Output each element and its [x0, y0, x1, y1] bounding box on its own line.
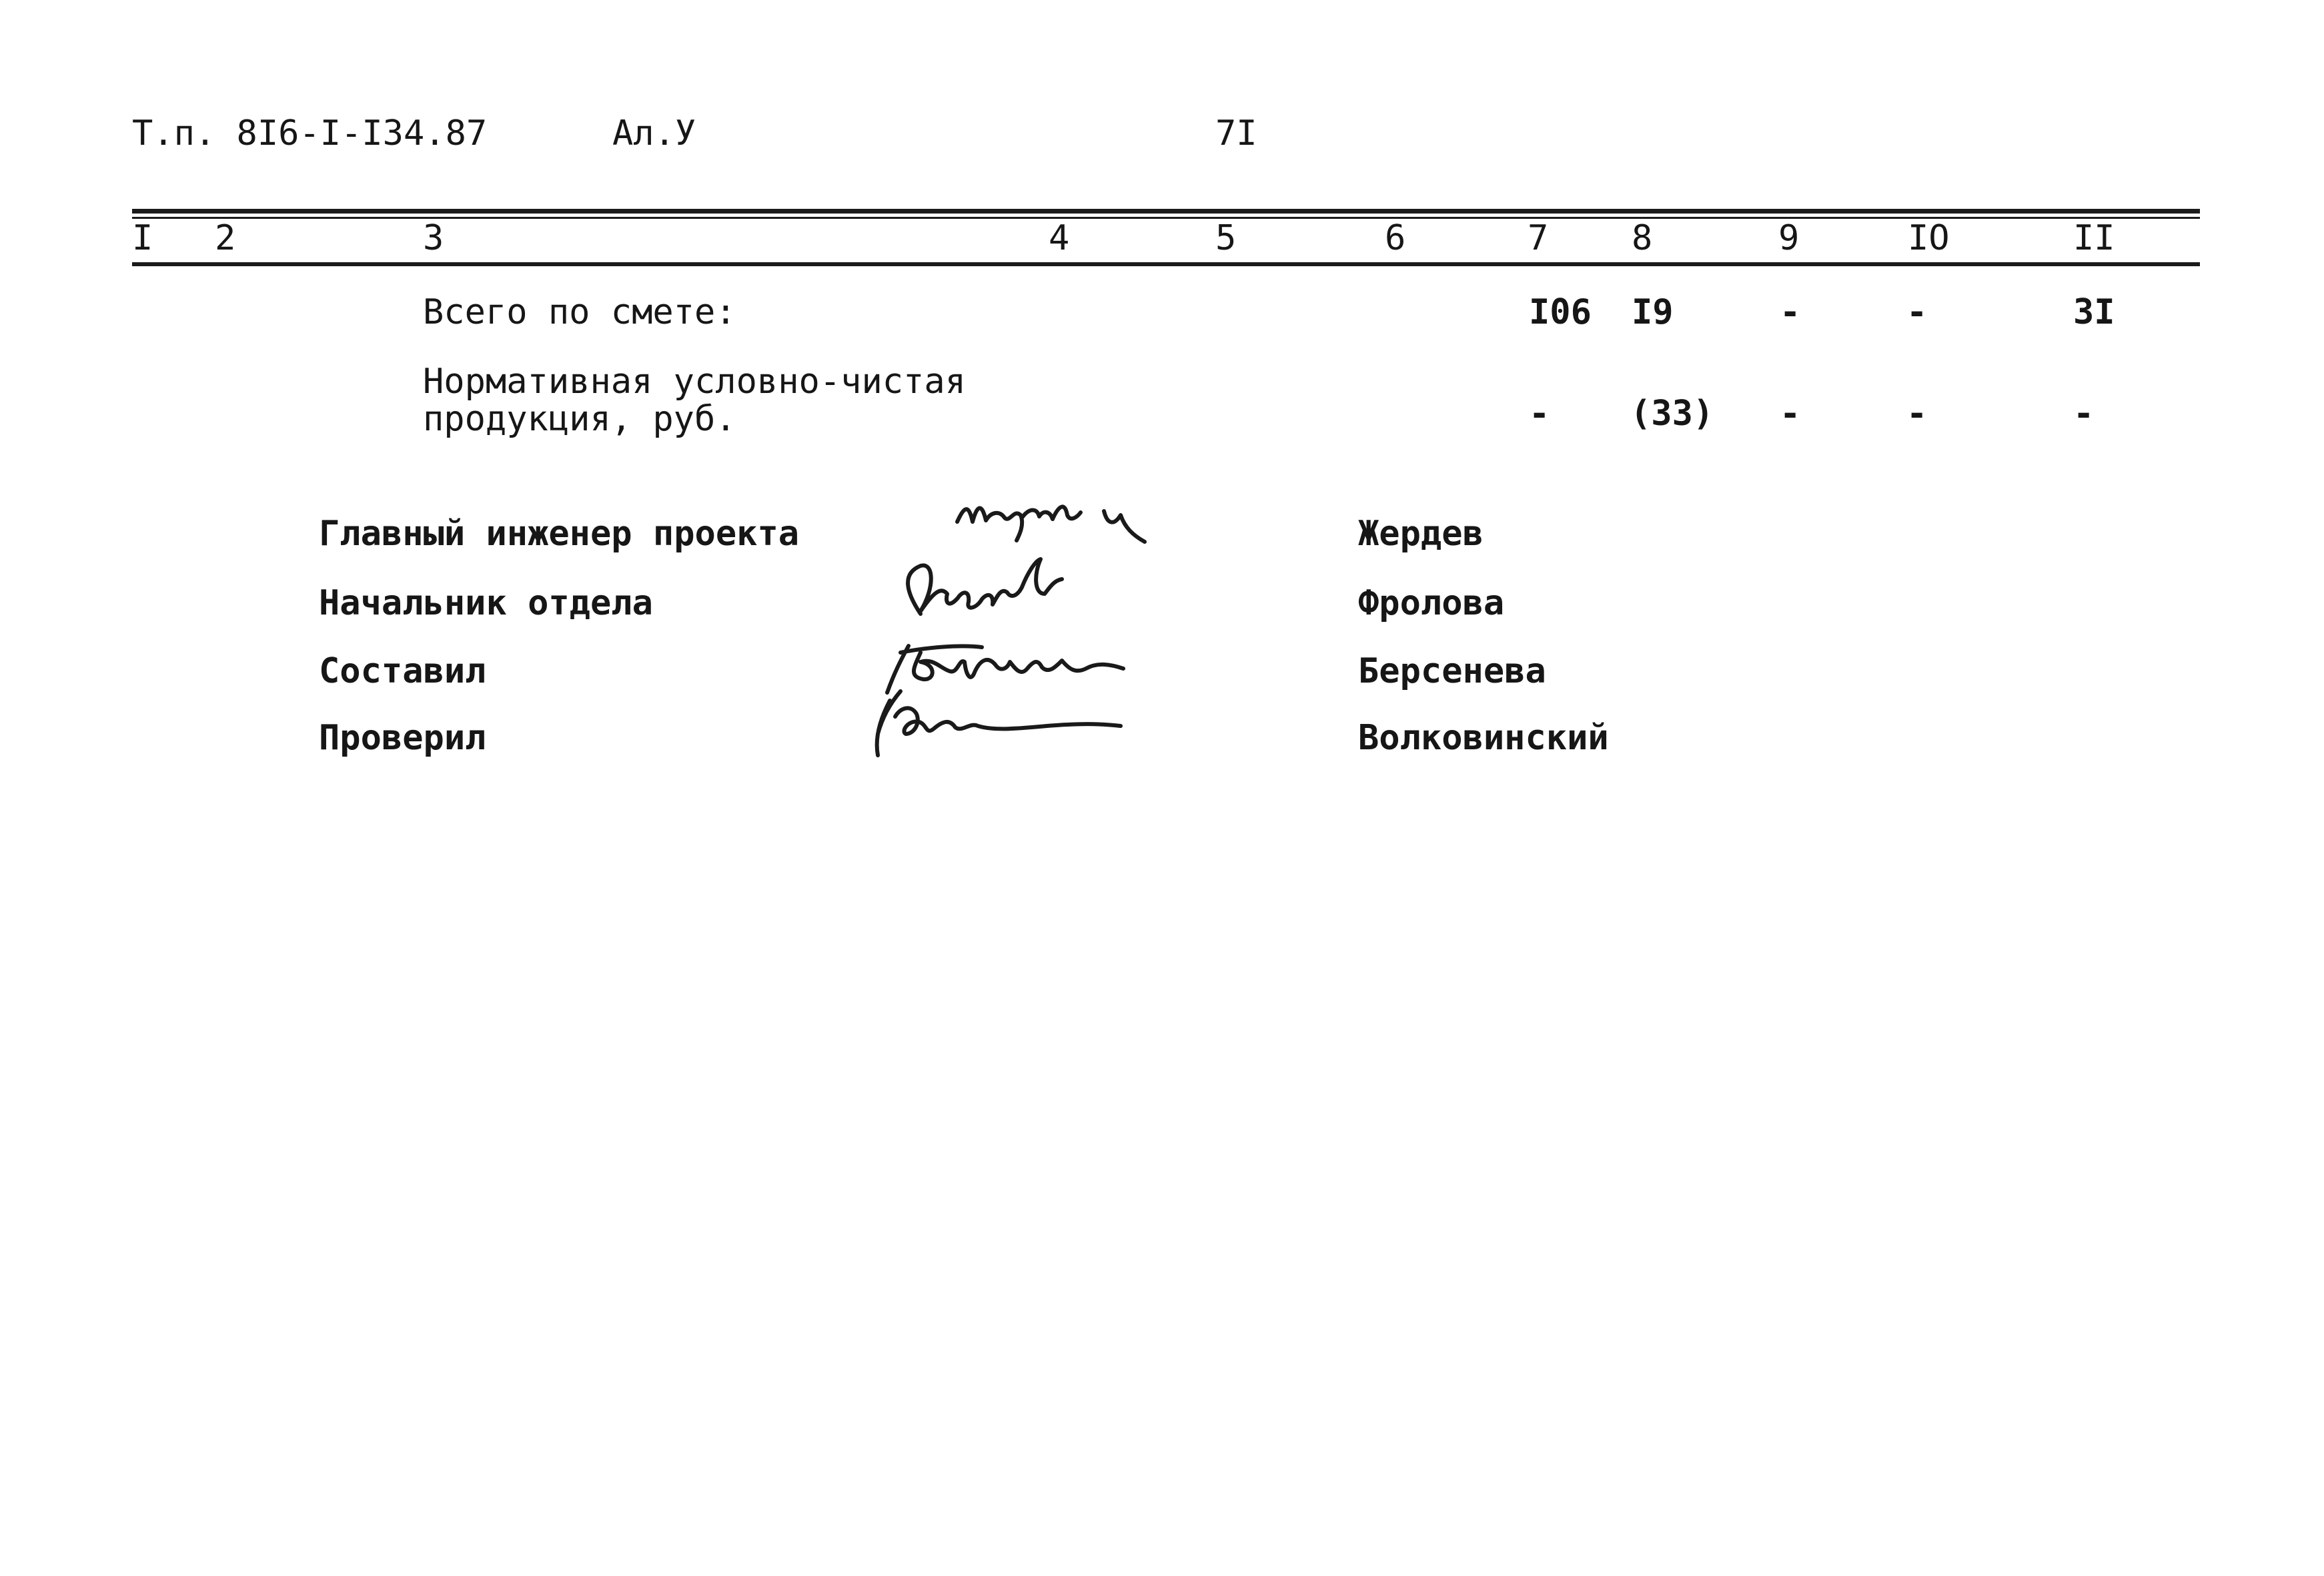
column-number-6: 6 [1385, 218, 1406, 258]
table-header-bottom-rule [132, 262, 2200, 266]
signature-role-compiled-by: Составил [319, 651, 486, 691]
column-number-3: 3 [423, 218, 444, 258]
signature-name-compiled-by: Берсенева [1358, 651, 1546, 691]
row-normative-col10: - [1906, 394, 1928, 434]
row-normative-col11: - [2073, 394, 2095, 434]
signature-name-chief-engineer: Жердев [1358, 514, 1484, 554]
column-number-11: II [2073, 218, 2115, 258]
signature-name-department-head: Фролова [1358, 583, 1505, 623]
column-number-4: 4 [1049, 218, 1070, 258]
row-total-col10: - [1906, 292, 1928, 332]
row-total-col8: I9 [1632, 292, 1674, 332]
row-normative-col8: (33) [1630, 394, 1714, 434]
column-number-5: 5 [1215, 218, 1237, 258]
column-number-7: 7 [1528, 218, 1549, 258]
row-normative-label-line2: продукция, руб. [423, 399, 736, 439]
row-total-col11: 3I [2073, 292, 2115, 332]
column-number-10: IO [1908, 218, 1950, 258]
row-normative-col9: - [1780, 394, 1801, 434]
signature-stroke-checked-by [877, 691, 1121, 755]
handwritten-signatures [720, 480, 1254, 814]
row-normative-col7: - [1529, 394, 1550, 434]
signature-role-department-head: Начальник отдела [319, 583, 653, 623]
signature-stroke-department-head [908, 559, 1062, 614]
signature-name-checked-by: Волковинский [1358, 718, 1609, 758]
row-total-label: Всего по смете: [423, 292, 736, 332]
table-top-rule [132, 209, 2200, 214]
document-code: Т.п. 8I6-I-I34.87 [132, 113, 488, 153]
column-number-2: 2 [215, 218, 236, 258]
row-total-col7: I06 [1529, 292, 1592, 332]
row-total-col9: - [1780, 292, 1801, 332]
column-number-9: 9 [1778, 218, 1800, 258]
signature-role-checked-by: Проверил [319, 718, 486, 758]
row-normative-label-line1: Нормативная условно-чистая [423, 362, 966, 402]
signature-role-chief-engineer: Главный инженер проекта [319, 514, 800, 554]
column-number-8: 8 [1632, 218, 1653, 258]
column-number-1: I [132, 218, 153, 258]
signature-stroke-compiled-by [887, 646, 1123, 693]
signature-stroke-chief-engineer [957, 506, 1145, 542]
sheet-label: Ал.У [612, 113, 696, 153]
page-number: 7I [1215, 113, 1257, 153]
